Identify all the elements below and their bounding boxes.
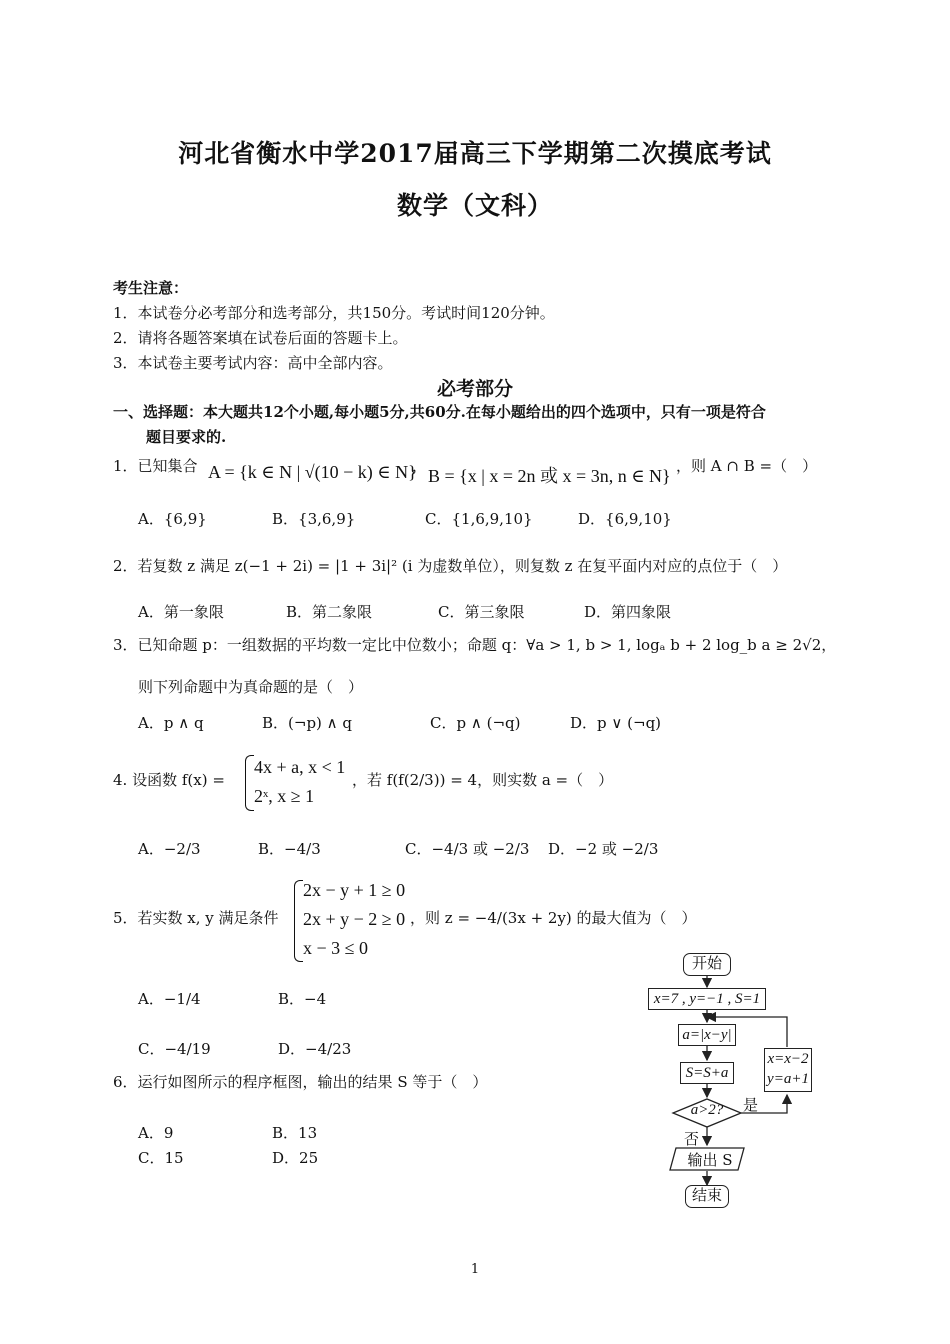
q5-option-d: D．−4/23 <box>278 1040 352 1058</box>
q1-option-d: D．{6,9,10} <box>578 510 672 528</box>
section-instruction-cont: 题目要求的. <box>146 428 227 446</box>
exam-subtitle: 数学（文科） <box>396 191 553 220</box>
q2-option-b: B．第二象限 <box>286 603 373 621</box>
q5-prefix: 5．若实数 x, y 满足条件 <box>113 909 279 927</box>
q3-option-a: A．p ∧ q <box>138 714 204 732</box>
section-instruction: 一、选择题：本大题共12个小题,每小题5分,共60分.在每小题给出的四个选项中，只有一项是符合 <box>113 403 766 421</box>
q1-option-b: B．{3,6,9} <box>272 510 356 528</box>
q1-option-c: C．{1,6,9,10} <box>425 510 533 528</box>
q5-constraint-3: x − 3 ≤ 0 <box>303 938 369 958</box>
q1-sep: ， <box>412 457 428 475</box>
flowchart-no-label: 否 <box>684 1130 700 1148</box>
q2-option-d: D．第四象限 <box>584 603 672 621</box>
flowchart-init: x=7 , y=−1 , S=1 <box>648 988 766 1010</box>
q5-constraint-1: 2x − y + 1 ≥ 0 <box>303 880 406 900</box>
q6-option-b: B．13 <box>272 1124 318 1142</box>
flowchart <box>640 945 830 1215</box>
flowchart-output: 输出 S <box>687 1151 733 1169</box>
notice-item: 2．请将各题答案填在试卷后面的答题卡上。 <box>113 329 408 347</box>
q3-option-b: B．(¬p) ∧ q <box>262 714 353 732</box>
q5-objective: ，则 z = −4/(3x + 2y) 的最大值为（ ） <box>410 909 697 927</box>
q2-text: 2．若复数 z 满足 z(−1 + 2i) = |1 + 3i|² (i 为虚数单位），则复数 z 在复平面内对应的点位于（ ） <box>113 557 788 575</box>
q5-option-b: B．−4 <box>278 990 327 1008</box>
notice-heading: 考生注意： <box>113 279 189 297</box>
flowchart-step-a: a=|x−y| <box>678 1024 736 1046</box>
flowchart-yes-label: 是 <box>743 1096 759 1114</box>
q6-option-c: C．15 <box>138 1149 184 1167</box>
flowchart-loop-x: x=x−2 <box>767 1051 809 1067</box>
q1-option-a: A．{6,9} <box>138 510 207 528</box>
flowchart-condition: a>2? <box>690 1102 724 1118</box>
q4-prefix: 4. 设函数 f(x) = <box>113 771 225 789</box>
q1-set-b: B = {x | x = 2n 或 x = 3n, n ∈ N} <box>428 466 671 486</box>
q4-case-2: 2ˣ, x ≥ 1 <box>254 786 315 806</box>
flowchart-step-s: S=S+a <box>680 1062 734 1084</box>
q3-option-d: D．p ∨ (¬q) <box>570 714 662 732</box>
q5-option-a: A．−1/4 <box>138 990 201 1008</box>
q6-text: 6．运行如图所示的程序框图，输出的结果 S 等于（ ） <box>113 1073 488 1091</box>
q5-constraint-2: 2x + y − 2 ≥ 0 <box>303 909 406 929</box>
q6-option-a: A．9 <box>138 1124 174 1142</box>
page-number: 1 <box>470 1262 480 1277</box>
q3-line2: 则下列命题中为真命题的是（ ） <box>138 678 364 696</box>
q4-option-c: C．−4/3 或 −2/3 <box>405 840 530 858</box>
flowchart-loop-update <box>764 1048 812 1092</box>
flowchart-loop-y: y=a+1 <box>767 1071 809 1087</box>
q4-condition: ，若 f(f(2/3)) = 4，则实数 a =（ ） <box>352 771 614 789</box>
notice-item: 1．本试卷分必考部分和选考部分，共150分。考试时间120分钟。 <box>113 304 555 322</box>
q5-brace <box>294 880 303 962</box>
q1-tail: ，则 A ∩ B =（ ） <box>676 457 818 475</box>
q4-brace <box>245 755 254 811</box>
q2-option-c: C．第三象限 <box>438 603 525 621</box>
q3-option-c: C．p ∧ (¬q) <box>430 714 521 732</box>
q1-set-a: A = {k ∈ N | √(10 − k) ∈ N} <box>208 462 417 482</box>
flowchart-end: 结束 <box>685 1185 729 1208</box>
q4-option-d: D．−2 或 −2/3 <box>548 840 659 858</box>
q2-option-a: A．第一象限 <box>138 603 224 621</box>
q4-case-1: 4x + a, x < 1 <box>254 757 346 777</box>
q5-option-c: C．−4/19 <box>138 1040 211 1058</box>
q4-option-a: A．−2/3 <box>138 840 201 858</box>
q4-option-b: B．−4/3 <box>258 840 321 858</box>
q6-option-d: D．25 <box>272 1149 319 1167</box>
exam-title: 河北省衡水中学2017届高三下学期第二次摸底考试 <box>178 139 772 168</box>
flowchart-start: 开始 <box>683 953 731 976</box>
q1-prefix: 1．已知集合 <box>113 457 198 475</box>
notice-item: 3．本试卷主要考试内容：高中全部内容。 <box>113 354 393 372</box>
section-title: 必考部分 <box>436 378 513 400</box>
q3-line1: 3．已知命题 p：一组数据的平均数一定比中位数小；命题 q：∀a > 1, b > 1, logₐ b + 2 log_b a ≥ 2√2， <box>113 636 837 654</box>
